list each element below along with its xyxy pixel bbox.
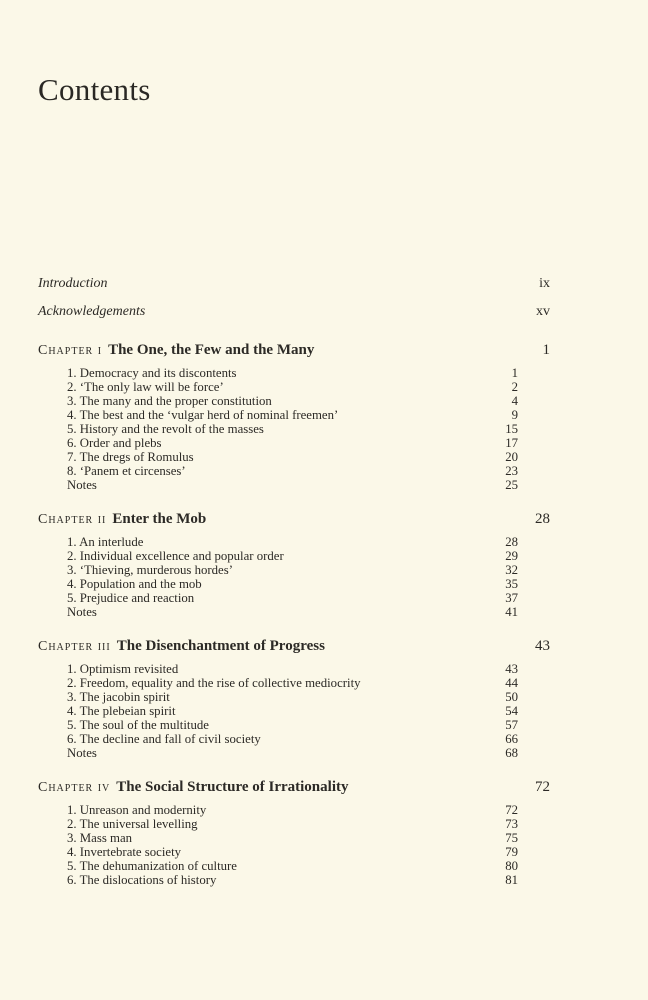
section-entry[interactable] [67,845,518,859]
section-entry[interactable] [67,563,518,577]
chapter-1-heading[interactable] [38,342,550,359]
section-entry[interactable] [67,450,518,464]
chapter-title: Enter the Mob [112,511,207,527]
section-page: 41 [505,605,518,619]
section-page: 32 [505,563,518,577]
entry-title: Acknowledgements [38,304,146,319]
section-page: 9 [511,408,518,422]
section-entry[interactable] [67,662,518,676]
section-title: Notes [67,746,97,760]
section-page: 57 [505,718,518,732]
section-page: 15 [505,422,518,436]
chapter-2-heading[interactable] [38,511,550,528]
page-title: Contents [38,72,151,107]
section-entry[interactable] [67,408,518,422]
section-entry[interactable] [67,380,518,394]
section-title: 2. The universal levelling [67,817,198,831]
section-page: 81 [505,873,518,887]
section-page: 37 [505,591,518,605]
section-title: 4. The plebeian spirit [67,704,176,718]
section-page: 17 [505,436,518,450]
chapter-3-sections [67,662,518,760]
section-title: 8. ‘Panem et circenses’ [67,464,186,478]
section-page: 50 [505,690,518,704]
chapter-3-heading[interactable] [38,638,550,655]
section-title: Notes [67,605,97,619]
entry-page: ix [539,276,550,291]
chapter-page: 28 [535,511,550,527]
section-title: 1. Optimism revisited [67,662,179,676]
chapter-page: 72 [535,779,550,795]
section-page: 75 [505,831,518,845]
section-entry[interactable] [67,732,518,746]
section-title: 6. Order and plebs [67,436,162,450]
chapter-1-sections [67,366,518,492]
section-title: Notes [67,478,97,492]
section-title: 3. The jacobin spirit [67,690,170,704]
section-entry[interactable] [67,803,518,817]
section-entry[interactable] [67,464,518,478]
section-entry[interactable] [67,577,518,591]
section-page: 23 [505,464,518,478]
entry-title: Introduction [38,276,108,291]
chapter-label: Chapter ii [38,512,107,527]
section-title: 6. The dislocations of history [67,873,217,887]
section-page: 43 [505,662,518,676]
section-entry[interactable] [67,873,518,887]
section-title: 1. Unreason and modernity [67,803,207,817]
section-entry[interactable] [67,535,518,549]
chapter-label: Chapter iv [38,780,111,795]
notes-entry[interactable] [67,605,518,619]
section-entry[interactable] [67,718,518,732]
section-title: 3. ‘Thieving, murderous hordes’ [67,563,233,577]
section-entry[interactable] [67,831,518,845]
front-matter-acknowledgements[interactable] [38,304,550,320]
section-entry[interactable] [67,859,518,873]
section-page: 80 [505,859,518,873]
section-page: 73 [505,817,518,831]
chapter-title: The Disenchantment of Progress [116,638,325,654]
section-title: 1. An interlude [67,535,144,549]
section-entry[interactable] [67,704,518,718]
section-title: 4. Invertebrate society [67,845,182,859]
section-title: 7. The dregs of Romulus [67,450,194,464]
section-page: 28 [505,535,518,549]
section-title: 5. The dehumanization of culture [67,859,237,873]
section-entry[interactable] [67,394,518,408]
section-page: 72 [505,803,518,817]
section-title: 6. The decline and fall of civil society [67,732,261,746]
section-title: 1. Democracy and its discontents [67,366,237,380]
section-title: 3. The many and the proper constitution [67,394,272,408]
section-title: 4. Population and the mob [67,577,202,591]
section-title: 2. Individual excellence and popular order [67,549,284,563]
section-page: 25 [505,478,518,492]
section-title: 5. The soul of the multitude [67,718,209,732]
section-title: 2. Freedom, equality and the rise of collective mediocrity [67,676,361,690]
chapter-4-sections [67,803,518,887]
section-page: 20 [505,450,518,464]
section-page: 35 [505,577,518,591]
section-page: 2 [511,380,518,394]
section-page: 54 [505,704,518,718]
section-title: 5. History and the revolt of the masses [67,422,264,436]
chapter-label: Chapter iii [38,639,111,654]
section-page: 79 [505,845,518,859]
front-matter-introduction[interactable] [38,276,550,292]
section-page: 1 [511,366,518,380]
chapter-page: 43 [535,638,550,654]
section-entry[interactable] [67,422,518,436]
section-title: 2. ‘The only law will be force’ [67,380,224,394]
notes-entry[interactable] [67,478,518,492]
section-entry[interactable] [67,366,518,380]
chapter-title: The One, the Few and the Many [108,342,315,358]
section-entry[interactable] [67,591,518,605]
chapter-label: Chapter i [38,343,103,358]
chapter-title: The Social Structure of Irrationality [116,779,349,795]
section-entry[interactable] [67,436,518,450]
chapter-2-sections [67,535,518,619]
section-page: 68 [505,746,518,760]
section-entry[interactable] [67,817,518,831]
chapter-4-heading[interactable] [38,779,550,796]
section-entry[interactable] [67,690,518,704]
section-entry[interactable] [67,676,518,690]
section-entry[interactable] [67,549,518,563]
section-page: 29 [505,549,518,563]
section-page: 66 [505,732,518,746]
entry-page: xv [536,304,550,319]
chapter-page: 1 [542,342,550,358]
section-title: 3. Mass man [67,831,133,845]
notes-entry[interactable] [67,746,518,760]
section-title: 4. The best and the ‘vulgar herd of nominal freemen’ [67,408,339,422]
section-page: 4 [511,394,518,408]
section-page: 44 [505,676,518,690]
section-title: 5. Prejudice and reaction [67,591,195,605]
